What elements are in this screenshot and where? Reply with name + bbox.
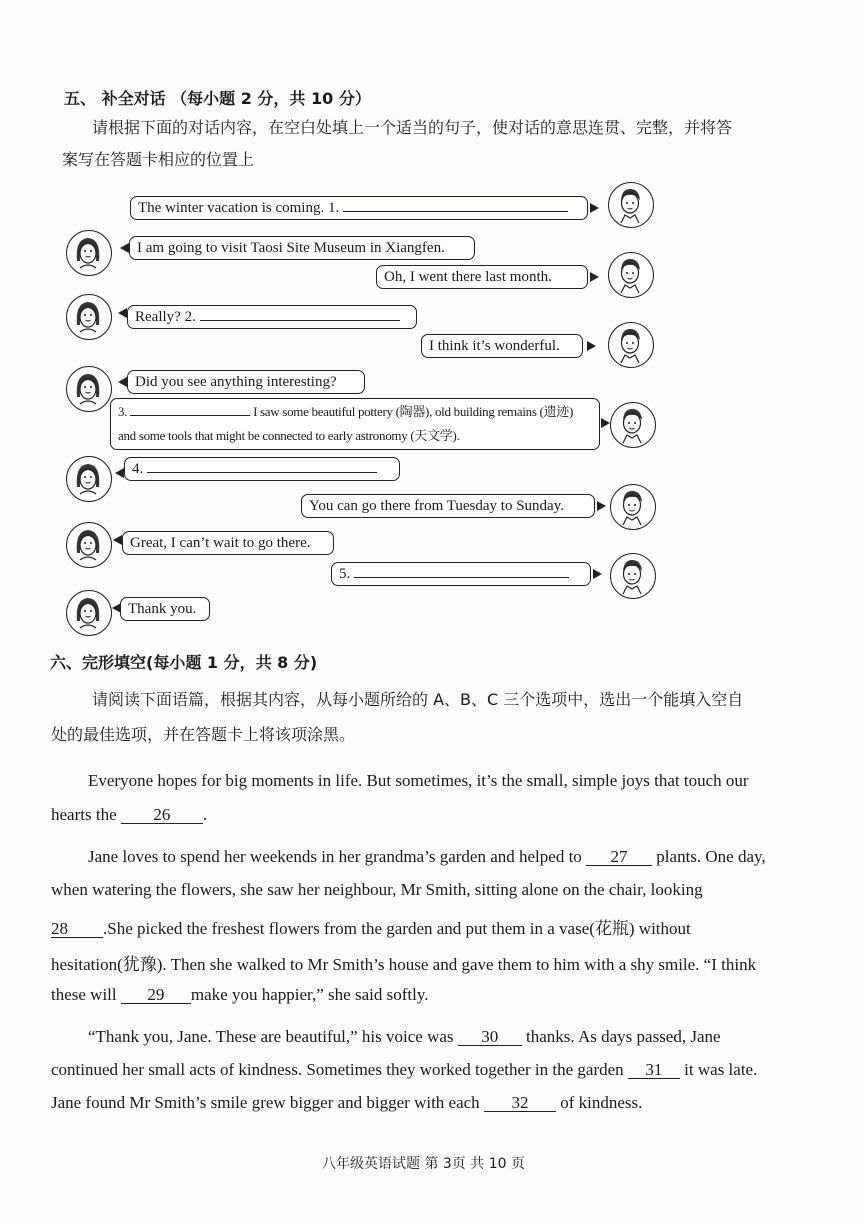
boy-face-icon <box>611 485 654 528</box>
boy-face-icon <box>609 253 652 296</box>
girl-avatar <box>66 294 112 340</box>
dialogue-line-12: Thank you. <box>120 597 210 621</box>
passage-line: hesitation(犹豫). Then she walked to Mr Smith’s house and gave them to him with a shy smile. “I think <box>51 955 757 974</box>
dialogue-text: 5. <box>339 566 351 582</box>
page-footer: 八年级英语试题 第 3页 共 10 页 <box>322 1156 525 1172</box>
section-5-instruction: 请根据下面的对话内容，在空白处填上一个适当的句子，使对话的意思连贯、完整，并将答 <box>92 118 733 137</box>
section-6-instruction: 请阅读下面语篇，根据其内容，从每小题所给的 A、B、C 三个选项中，选出一个能填入空自 <box>92 690 744 709</box>
blank-30: 30 <box>458 1028 522 1046</box>
dialogue-line-7 <box>110 398 600 450</box>
speech-tail <box>113 535 122 545</box>
dialogue-line-10: Great, I can’t wait to go there. <box>122 531 334 555</box>
dialogue-line-1 <box>130 196 588 220</box>
passage-line <box>88 847 766 867</box>
boy-face-icon <box>611 554 654 597</box>
girl-face-icon <box>67 591 110 634</box>
dialogue-line-8 <box>124 457 400 481</box>
girl-face-icon <box>67 457 110 500</box>
dialogue-line-5: I think it’s wonderful. <box>421 334 583 358</box>
passage-line <box>51 1060 757 1080</box>
boy-avatar <box>610 553 656 599</box>
blank-32: 32 <box>484 1094 556 1112</box>
girl-face-icon <box>67 523 110 566</box>
dialogue-line-6: Did you see anything interesting? <box>127 370 365 394</box>
girl-avatar <box>66 366 112 412</box>
girl-avatar <box>66 522 112 568</box>
blank-number: 3. <box>118 404 128 419</box>
answer-blank <box>343 199 568 212</box>
passage-text: hearts the <box>51 805 117 824</box>
boy-face-icon <box>609 183 652 226</box>
passage-text: continued her small acts of kindness. Sometimes they worked together in the garden <box>51 1060 624 1079</box>
passage-line: Everyone hopes for big moments in life. But sometimes, it’s the small, simple joys that touch our <box>88 771 749 790</box>
girl-face-icon <box>67 367 110 410</box>
speech-tail <box>593 569 602 579</box>
passage-line <box>88 1027 721 1047</box>
boy-avatar <box>610 402 656 448</box>
speech-tail <box>118 377 127 387</box>
passage-text: .She picked the freshest flowers from the garden and put them in a vase(花瓶) without <box>103 919 691 938</box>
speech-tail <box>590 203 599 213</box>
passage-line: when watering the flowers, she saw her neighbour, Mr Smith, sitting alone on the chair, looking <box>51 880 703 899</box>
section-5-title: 五、 补全对话 （每小题 2 分，共 10 分） <box>64 89 371 108</box>
boy-face-icon <box>609 323 652 366</box>
speech-tail <box>587 341 596 351</box>
passage-text: it was late. <box>684 1060 758 1079</box>
answer-blank <box>354 565 569 578</box>
passage-line <box>51 1093 642 1113</box>
passage-text: “Thank you, Jane. These are beautiful,” his voice was <box>88 1027 454 1046</box>
passage-text: . <box>202 805 208 824</box>
girl-avatar <box>66 590 112 636</box>
dialogue-line-4 <box>127 305 417 329</box>
passage-text: make you happier,” she said softly. <box>190 985 429 1004</box>
blank-28: 28 <box>51 920 103 938</box>
passage-text: Jane loves to spend her weekends in her grandma’s garden and helped to <box>88 847 582 866</box>
dialogue-text: Really? 2. <box>135 309 196 325</box>
passage-text: of kindness. <box>560 1093 643 1112</box>
dialogue-text: 4. <box>132 461 144 477</box>
answer-blank <box>200 308 400 321</box>
speech-tail <box>590 272 599 282</box>
passage-line <box>51 985 428 1005</box>
blank-26: 26 <box>121 806 203 824</box>
passage-text: Jane found Mr Smith’s smile grew bigger and bigger with each <box>51 1093 480 1112</box>
answer-blank <box>130 403 250 416</box>
section-5-instruction-cont: 案写在答题卡相应的位置上 <box>62 150 255 169</box>
dialogue-text: The winter vacation is coming. 1. <box>138 200 340 216</box>
dialogue-text: I saw some beautiful pottery (陶器), old building remains (遗迹) and some tools that might be connected to early astronomy (天文学). <box>118 404 573 443</box>
boy-avatar <box>610 484 656 530</box>
dialogue-line-11 <box>331 562 591 586</box>
boy-face-icon <box>611 403 654 446</box>
passage-text: thanks. As days passed, Jane <box>526 1027 721 1046</box>
speech-tail <box>597 501 606 511</box>
blank-27: 27 <box>586 848 652 866</box>
boy-avatar <box>608 322 654 368</box>
girl-avatar <box>66 456 112 502</box>
dialogue-line-3: Oh, I went there last month. <box>376 265 588 289</box>
blank-31: 31 <box>628 1061 680 1079</box>
section-6-title: 六、完形填空(每小题 1 分，共 8 分) <box>50 653 318 672</box>
dialogue-line-2: I am going to visit Taosi Site Museum in Xiangfen. <box>129 236 475 260</box>
passage-text: these will <box>51 985 117 1004</box>
answer-blank <box>147 460 377 473</box>
speech-tail <box>118 308 127 318</box>
passage-line <box>51 805 207 825</box>
girl-avatar <box>66 230 112 276</box>
boy-avatar <box>608 252 654 298</box>
speech-tail <box>601 418 610 428</box>
passage-line <box>51 914 691 939</box>
girl-face-icon <box>67 231 110 274</box>
blank-29: 29 <box>121 986 191 1004</box>
girl-face-icon <box>67 295 110 338</box>
boy-avatar <box>608 182 654 228</box>
speech-tail <box>115 468 124 478</box>
dialogue-line-9: You can go there from Tuesday to Sunday. <box>301 494 595 518</box>
section-6-instruction-cont: 处的最佳选项，并在答题卡上将该项涂黑。 <box>51 725 356 744</box>
passage-text: plants. One day, <box>656 847 766 866</box>
speech-tail <box>120 243 129 253</box>
